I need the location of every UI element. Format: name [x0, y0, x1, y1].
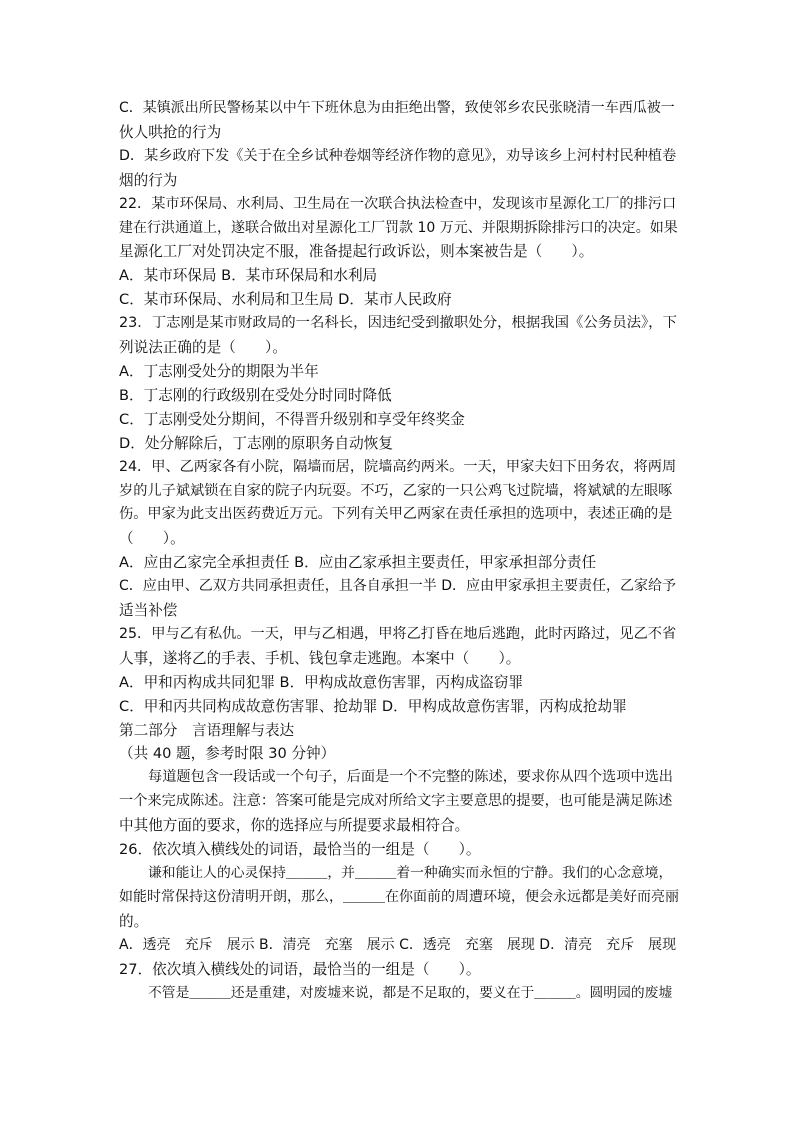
q23-stem-line-2: 列说法正确的是（ ）。: [119, 339, 287, 357]
q26-passage-line-1: 谦和能让人的心灵保持＿＿＿，并＿＿＿着一种确实而永恒的宁静。我们的心念意境，: [148, 865, 673, 881]
q26-passage-line-3: 的。: [119, 912, 149, 930]
q24-stem-line-2: 岁的儿子斌斌锁在自家的院子内玩耍。不巧，乙家的一只公鸡飞过院墙，将斌斌的左眼啄: [119, 482, 673, 499]
section-2-subtitle: （共 40 题，参考时限 30 分钟）: [119, 745, 336, 763]
q24-stem-line-1: 24．甲、乙两家各有小院，隔墙而居，院墙高约两米。一天，甲家夫妇下田务农，将两周: [119, 458, 677, 475]
section-2-instructions-line-1: 每道题包含一段话或一个句子，后面是一个不完整的陈述，要求你从四个选项中选出: [148, 769, 673, 786]
q24-options-ab: A．应由乙家完全承担责任 B．应由乙家承担主要责任，甲家承担部分责任: [119, 554, 597, 572]
q27-passage-line-1: 不管是＿＿＿还是重建，对废墟来说，都是不足取的，要义在于＿＿＿。圆明园的废墟: [148, 984, 673, 1001]
q23-stem-line-1: 23．丁志刚是某市财政局的一名科长，因违纪受到撤职处分，根据我国《公务员法》，下: [119, 315, 677, 332]
q22-options-cd: C．某市环保局、水利局和卫生局 D．某市人民政府: [119, 291, 452, 309]
q24-options-cd-line-1: C．应由甲、乙双方共同承担责任，且各自承担一半 D．应由甲家承担主要责任，乙家给予: [119, 578, 677, 595]
q22-stem-line-2: 建在行洪通道上，遂联合做出对星源化工厂罚款 10 万元、并限期拆除排污口的决定。如果: [119, 219, 678, 236]
section-2-title: 第二部分 言语理解与表达: [119, 721, 295, 739]
q26-stem: 26．依次填入横线处的词语，最恰当的一组是（ ）。: [119, 841, 481, 859]
q22-stem-line-1: 22．某市环保局、水利局、卫生局在一次联合执法检查中，发现该市星源化工厂的排污口: [119, 195, 677, 212]
q25-stem-line-2: 人事，遂将乙的手表、手机、钱包拿走逃跑。本案中（ ）。: [119, 649, 521, 667]
q22-options-ab: A．某市环保局 B．某市环保局和水利局: [119, 267, 378, 285]
q21-option-d-line-1: D．某乡政府下发《关于在全乡试种卷烟等经济作物的意见》，劝导该乡上河村村民种植卷: [119, 147, 677, 164]
q26-passage-line-2: 如能时常保持这份清明开朗，那么，＿＿＿在你面前的周遭环境，便会永远都是美好而亮丽: [119, 888, 679, 905]
q23-option-d: D．处分解除后，丁志刚的原职务自动恢复: [119, 434, 393, 452]
q25-options-cd: C．甲和丙共同构成故意伤害罪、抢劫罪 D．甲构成故意伤害罪，丙构成抢劫罪: [119, 697, 627, 715]
q24-stem-line-3: 伤。甲家为此支出医药费近万元。下列有关甲乙两家在责任承担的选项中，表述正确的是: [119, 506, 673, 523]
q27-stem: 27．依次填入横线处的词语，最恰当的一组是（ ）。: [119, 960, 481, 978]
q25-stem-line-1: 25．甲与乙有私仇。一天，甲与乙相遇，甲将乙打昏在地后逃跑，此时丙路过，见乙不省: [119, 625, 677, 642]
section-2-instructions-line-2: 一个来完成陈述。注意：答案可能是完成对所给文字主要意思的提要，也可能是满足陈述: [119, 793, 673, 810]
q23-option-b: B．丁志刚的行政级别在受处分时同时降低: [119, 386, 392, 404]
q25-options-ab: A．甲和丙构成共同犯罪 B．甲构成故意伤害罪，丙构成盗窃罪: [119, 673, 524, 691]
q21-option-c-line-2: 伙人哄抢的行为: [119, 123, 222, 141]
q24-stem-line-4: （ ）。: [119, 530, 185, 548]
document-page: [119, 97, 679, 1005]
q23-option-a: A．丁志刚受处分的期限为半年: [119, 362, 319, 380]
q26-options: A．透亮 充斥 展示 B．清亮 充塞 展示 C．透亮 充塞 展现 D．清亮 充斥 展现: [119, 936, 677, 953]
section-2-instructions-line-3: 中其他方面的要求，你的选择应与所提要求最相符合。: [119, 817, 470, 835]
q23-option-c: C．丁志刚受处分期间，不得晋升级别和享受年终奖金: [119, 410, 465, 428]
q21-option-d-line-2: 烟的行为: [119, 171, 178, 189]
q21-option-c-line-1: C．某镇派出所民警杨某以中午下班休息为由拒绝出警，致使邻乡农民张晓清一车西瓜被一: [119, 100, 675, 116]
q24-options-cd-line-2: 适当补偿: [119, 602, 178, 620]
q22-stem-line-3: 星源化工厂对处罚决定不服，准备提起行政诉讼，则本案被告是（ ）。: [119, 243, 594, 261]
